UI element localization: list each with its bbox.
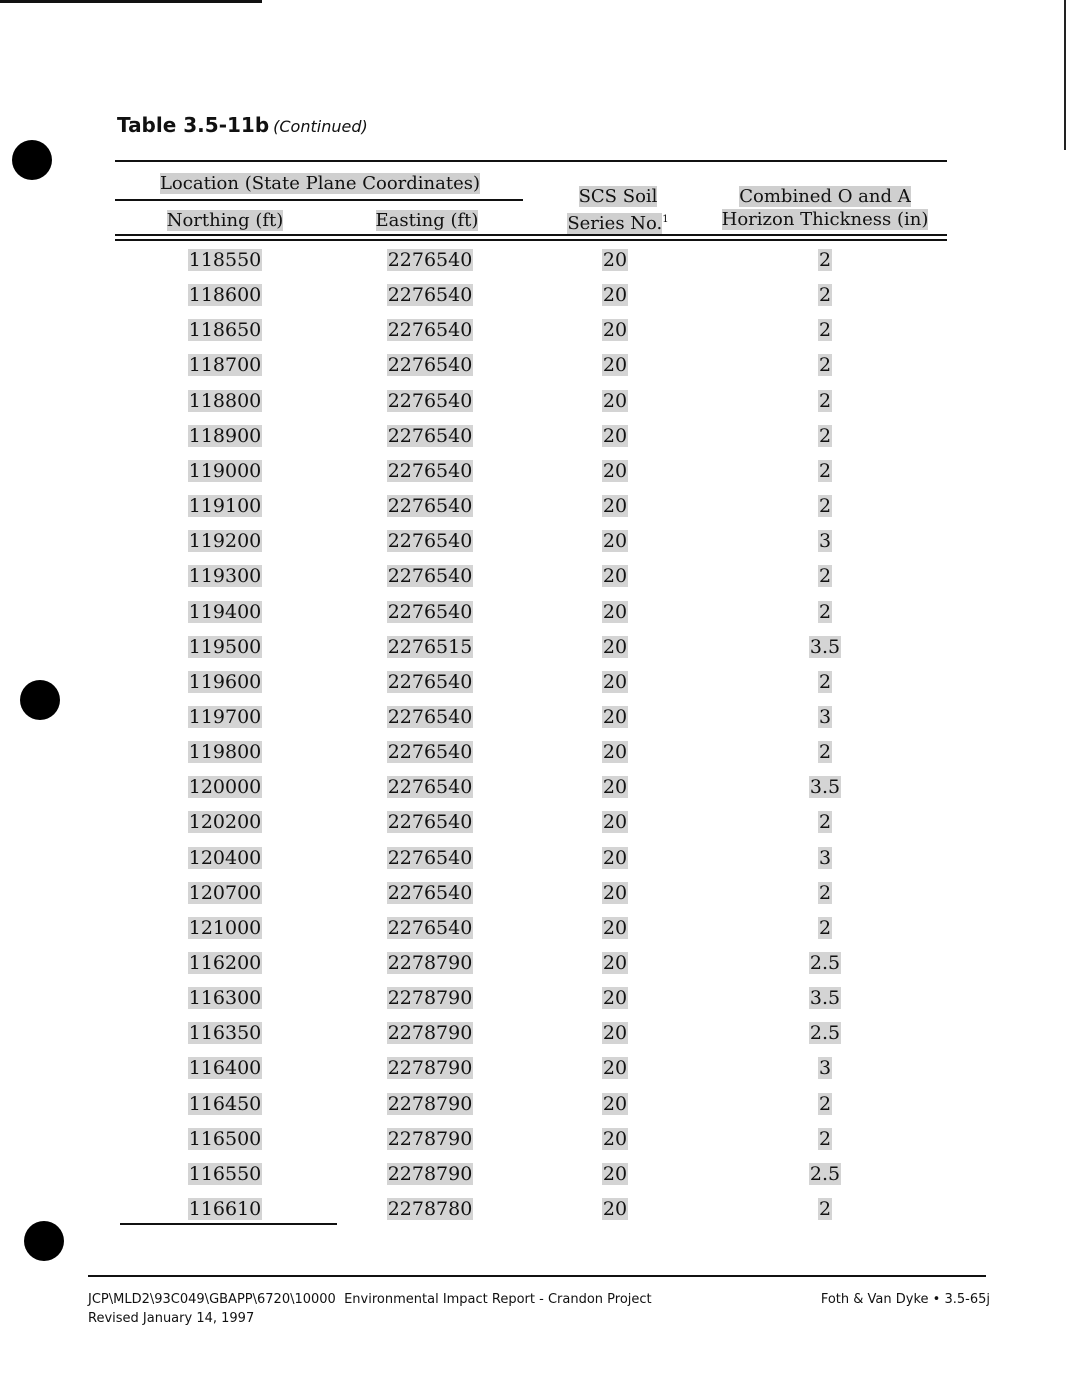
easting-cell [365,671,495,693]
easting-cell-text: 2276540 [387,389,473,412]
table-row [115,952,947,982]
table-row [115,847,947,877]
scs-series-cell-text: 20 [602,1057,628,1080]
horizon-thickness-cell-text: 3 [818,705,832,728]
scs-series-cell [565,530,665,552]
horizon-thickness-cell [765,847,885,869]
horizon-thickness-cell-text: 3.5 [809,776,841,799]
horizon-thickness-cell [765,565,885,587]
scs-series-cell [565,636,665,658]
scs-series-cell [565,741,665,763]
table-row [115,1093,947,1123]
horizon-thickness-cell [765,1093,885,1115]
northing-cell [165,847,285,869]
northing-cell-text: 119600 [188,670,262,693]
right-edge-line [1064,0,1066,150]
easting-cell [365,390,495,412]
scs-series-cell [565,460,665,482]
table-row [115,1128,947,1158]
easting-cell-text: 2276540 [387,495,473,518]
northing-cell [165,882,285,904]
table-row [115,1022,947,1052]
table-row [115,284,947,314]
horizon-thickness-cell-text: 2 [818,1127,832,1150]
horizon-thickness-cell [765,601,885,623]
column-header-northing-text: Northing (ft) [166,210,284,231]
footer-report: Environmental Impact Report - Crandon Project [344,1292,652,1307]
northing-cell-text: 119300 [188,565,262,588]
northing-cell-text: 116300 [188,987,262,1010]
easting-cell [365,776,495,798]
horizon-thickness-cell-text: 2.5 [809,1022,841,1045]
easting-cell [365,811,495,833]
column-header-easting [352,209,502,232]
northing-cell [165,1093,285,1115]
group-header-rule [115,199,523,201]
northing-cell [165,425,285,447]
horizon-thickness-cell [765,1057,885,1079]
table-top-rule [115,160,947,162]
northing-cell-text: 116500 [188,1127,262,1150]
northing-cell-text: 119500 [188,635,262,658]
table-row [115,565,947,595]
easting-cell [365,1057,495,1079]
horizon-thickness-cell [765,706,885,728]
northing-cell [165,952,285,974]
easting-cell [365,530,495,552]
northing-cell [165,1128,285,1150]
scs-series-cell-text: 20 [602,319,628,342]
northing-cell [165,1057,285,1079]
easting-cell-text: 2278790 [387,987,473,1010]
northing-cell [165,706,285,728]
column-header-northing [150,209,300,232]
easting-cell-text: 2276540 [387,424,473,447]
scs-series-cell [565,354,665,376]
horizon-thickness-cell-text: 2 [818,916,832,939]
column-header-scs-line1: SCS Soil [578,186,658,207]
table-row [115,811,947,841]
footer-path: JCP\MLD2\93C049\GBAPP\6720\10000 [88,1292,336,1307]
table-row [115,776,947,806]
easting-cell-text: 2276515 [387,635,473,658]
horizon-thickness-cell-text: 2 [818,284,832,307]
scs-series-cell [565,1198,665,1220]
horizon-thickness-cell [765,671,885,693]
northing-cell [165,601,285,623]
easting-cell-text: 2278790 [387,1092,473,1115]
easting-cell [365,354,495,376]
northing-cell-text: 119400 [188,600,262,623]
northing-cell-text: 116610 [188,1198,262,1221]
footer-rule [88,1275,986,1277]
northing-cell-text: 119100 [188,495,262,518]
table-row [115,1057,947,1087]
scs-series-cell [565,811,665,833]
easting-cell-text: 2278790 [387,952,473,974]
northing-cell [165,776,285,798]
northing-cell-text: 116550 [188,1162,262,1185]
northing-cell-text: 118900 [188,424,262,447]
easting-cell [365,917,495,939]
scs-series-cell [565,495,665,517]
scs-series-cell-text: 20 [602,354,628,377]
horizon-thickness-cell-text: 2 [818,741,832,764]
horizon-thickness-cell-text: 3 [818,1057,832,1080]
horizon-thickness-cell-text: 2 [818,600,832,623]
table-row [115,354,947,384]
horizon-thickness-cell [765,917,885,939]
easting-cell [365,460,495,482]
northing-cell [165,390,285,412]
northing-cell [165,1198,285,1220]
horizon-thickness-cell-text: 2 [818,319,832,342]
scs-series-cell-text: 20 [602,1022,628,1045]
horizon-thickness-cell [765,460,885,482]
scs-series-cell [565,882,665,904]
horizon-thickness-cell-text: 2 [818,495,832,518]
table-row [115,917,947,947]
scs-series-cell [565,1057,665,1079]
northing-cell [165,249,285,271]
horizon-thickness-cell-text: 2 [818,459,832,482]
column-header-horizon-line2: Horizon Thickness (in) [721,209,929,230]
scs-series-cell [565,1022,665,1044]
table-row [115,495,947,525]
easting-cell [365,1093,495,1115]
footer-left [88,1290,738,1328]
horizon-thickness-cell-text: 2 [818,424,832,447]
easting-cell-text: 2276540 [387,319,473,342]
northing-cell [165,811,285,833]
scs-series-cell-text: 20 [602,424,628,447]
horizon-thickness-cell [765,425,885,447]
horizon-thickness-cell-text: 3.5 [809,635,841,658]
scs-series-cell-text: 20 [602,635,628,658]
easting-cell-text: 2276540 [387,916,473,939]
scs-series-cell-text: 20 [602,846,628,869]
northing-cell [165,460,285,482]
horizon-thickness-cell [765,249,885,271]
table-row [115,706,947,736]
northing-cell-text: 120700 [188,881,262,904]
northing-cell-text: 116350 [188,1022,262,1045]
scs-series-cell [565,776,665,798]
easting-cell [365,249,495,271]
horizon-thickness-cell-text: 2.5 [809,952,841,974]
header-bottom-rule-1 [115,234,947,236]
easting-cell [365,1163,495,1185]
northing-cell [165,565,285,587]
easting-cell [365,495,495,517]
easting-cell [365,425,495,447]
northing-cell-text: 120400 [188,846,262,869]
scs-series-cell-text: 20 [602,495,628,518]
scs-series-cell [565,319,665,341]
scs-series-cell [565,249,665,271]
northing-cell-text: 119700 [188,705,262,728]
easting-cell [365,952,495,974]
table-row [115,1163,947,1193]
table-row [115,390,947,420]
easting-cell-text: 2276540 [387,705,473,728]
northing-cell [165,917,285,939]
northing-cell [165,1022,285,1044]
easting-cell [365,601,495,623]
northing-cell-text: 118650 [188,319,262,342]
table-row [115,741,947,771]
scs-series-cell [565,390,665,412]
scs-series-cell [565,1093,665,1115]
northing-cell [165,319,285,341]
scs-series-cell-text: 20 [602,1162,628,1185]
scs-series-cell [565,1163,665,1185]
easting-cell [365,706,495,728]
easting-cell-text: 2278790 [387,1127,473,1150]
scs-series-cell-text: 20 [602,389,628,412]
northing-cell [165,354,285,376]
horizon-thickness-cell [765,530,885,552]
horizon-thickness-cell-text: 2 [818,249,832,271]
scs-series-cell-text: 20 [602,565,628,588]
horizon-thickness-cell-text: 2 [818,565,832,588]
scs-series-cell [565,671,665,693]
horizon-thickness-cell-text: 3 [818,846,832,869]
easting-cell-text: 2276540 [387,600,473,623]
table-row [115,882,947,912]
northing-cell-text: 119000 [188,459,262,482]
horizon-thickness-cell [765,1128,885,1150]
northing-cell [165,987,285,1009]
scs-series-cell-text: 20 [602,1092,628,1115]
easting-cell-text: 2278790 [387,1162,473,1185]
scs-series-cell [565,917,665,939]
scs-series-cell-text: 20 [602,705,628,728]
table-row [115,530,947,560]
easting-cell-text: 2276540 [387,530,473,553]
scs-series-cell-text: 20 [602,987,628,1010]
table-row [115,987,947,1017]
horizon-thickness-cell [765,1022,885,1044]
header-bottom-rule-2 [115,239,947,241]
table-title-label: Table 3.5-11b [117,113,270,137]
northing-cell [165,741,285,763]
horizon-thickness-cell [765,284,885,306]
top-edge-line [0,0,262,3]
table-row [115,425,947,455]
northing-cell-text: 116450 [188,1092,262,1115]
table-title [117,113,368,137]
scs-series-cell-text: 20 [602,1198,628,1221]
horizon-thickness-cell [765,1198,885,1220]
horizon-thickness-cell [765,636,885,658]
easting-cell-text: 2278790 [387,1022,473,1045]
scs-series-cell-text: 20 [602,284,628,307]
northing-cell-text: 119200 [188,530,262,553]
horizon-thickness-cell-text: 2.5 [809,1162,841,1185]
horizon-thickness-cell [765,319,885,341]
binder-hole-icon [24,1221,64,1261]
scs-series-cell-text: 20 [602,600,628,623]
northing-cell-text: 118700 [188,354,262,377]
northing-cell-text: 118800 [188,389,262,412]
horizon-thickness-cell [765,987,885,1009]
easting-cell-text: 2276540 [387,846,473,869]
northing-cell-text: 116400 [188,1057,262,1080]
horizon-thickness-cell [765,811,885,833]
horizon-thickness-cell [765,354,885,376]
horizon-thickness-cell [765,882,885,904]
horizon-thickness-cell-text: 2 [818,1198,832,1221]
northing-cell [165,495,285,517]
horizon-thickness-cell-text: 2 [818,881,832,904]
scs-series-cell-text: 20 [602,952,628,974]
easting-cell-text: 2276540 [387,776,473,799]
scs-series-cell-text: 20 [602,1127,628,1150]
easting-cell-text: 2278780 [387,1198,473,1221]
binder-hole-icon [12,140,52,180]
table-row [115,636,947,666]
table-title-continued: (Continued) [273,117,368,136]
easting-cell-text: 2276540 [387,565,473,588]
table-row [115,601,947,631]
northing-cell-text: 116200 [188,952,262,974]
northing-cell-text: 118600 [188,284,262,307]
footnote-marker: 1 [662,214,669,225]
northing-cell [165,530,285,552]
scs-series-cell [565,565,665,587]
horizon-thickness-cell [765,741,885,763]
scs-series-cell [565,284,665,306]
scs-series-cell-text: 20 [602,741,628,764]
horizon-thickness-cell [765,1163,885,1185]
scs-series-cell [565,987,665,1009]
easting-cell-text: 2276540 [387,741,473,764]
table-end-rule [120,1223,337,1225]
scs-series-cell-text: 20 [602,459,628,482]
northing-cell [165,1163,285,1185]
easting-cell [365,1128,495,1150]
scs-series-cell-text: 20 [602,670,628,693]
column-header-scs [548,185,688,235]
scs-series-cell-text: 20 [602,249,628,271]
horizon-thickness-cell [765,776,885,798]
location-group-header-text: Location (State Plane Coordinates) [159,173,481,194]
easting-cell-text: 2276540 [387,284,473,307]
easting-cell [365,1022,495,1044]
scs-series-cell [565,1128,665,1150]
easting-cell [365,565,495,587]
horizon-thickness-cell-text: 3.5 [809,987,841,1010]
easting-cell-text: 2276540 [387,354,473,377]
scs-series-cell-text: 20 [602,881,628,904]
easting-cell [365,847,495,869]
table-row [115,460,947,490]
horizon-thickness-cell-text: 2 [818,670,832,693]
scs-series-cell [565,847,665,869]
horizon-thickness-cell [765,390,885,412]
northing-cell-text: 120000 [188,776,262,799]
northing-cell-text: 121000 [188,916,262,939]
table-row [115,249,947,279]
column-header-scs-line2: Series No. [567,213,663,234]
horizon-thickness-cell-text: 2 [818,811,832,834]
easting-cell [365,882,495,904]
northing-cell-text: 120200 [188,811,262,834]
northing-cell-text: 119800 [188,741,262,764]
footer-page-ref: Foth & Van Dyke • 3.5-65j [820,1292,990,1307]
scs-series-cell-text: 20 [602,530,628,553]
easting-cell-text: 2276540 [387,459,473,482]
binder-hole-icon [20,680,60,720]
easting-cell [365,987,495,1009]
scs-series-cell [565,706,665,728]
horizon-thickness-cell [765,495,885,517]
northing-cell-text: 118550 [188,249,262,271]
scs-series-cell [565,952,665,974]
scs-series-cell-text: 20 [602,811,628,834]
easting-cell-text: 2276540 [387,811,473,834]
horizon-thickness-cell-text: 2 [818,1092,832,1115]
northing-cell [165,671,285,693]
scs-series-cell-text: 20 [602,776,628,799]
horizon-thickness-cell-text: 3 [818,530,832,553]
footer-revised: Revised January 14, 1997 [88,1311,255,1326]
location-group-header [150,172,490,195]
horizon-thickness-cell [765,952,885,974]
scs-series-cell [565,601,665,623]
easting-cell [365,284,495,306]
easting-cell-text: 2276540 [387,881,473,904]
scs-series-cell-text: 20 [602,916,628,939]
northing-cell [165,284,285,306]
easting-cell [365,1198,495,1220]
column-header-horizon-line1: Combined O and A [739,186,911,207]
footer-right [760,1290,990,1309]
northing-cell [165,636,285,658]
scs-series-cell [565,425,665,447]
easting-cell [365,741,495,763]
easting-cell-text: 2276540 [387,249,473,271]
horizon-thickness-cell-text: 2 [818,354,832,377]
easting-cell [365,636,495,658]
easting-cell-text: 2276540 [387,670,473,693]
column-header-horizon [710,185,940,231]
table-row [115,319,947,349]
horizon-thickness-cell-text: 2 [818,389,832,412]
easting-cell-text: 2278790 [387,1057,473,1080]
column-header-easting-text: Easting (ft) [375,210,479,231]
table-row [115,671,947,701]
easting-cell [365,319,495,341]
